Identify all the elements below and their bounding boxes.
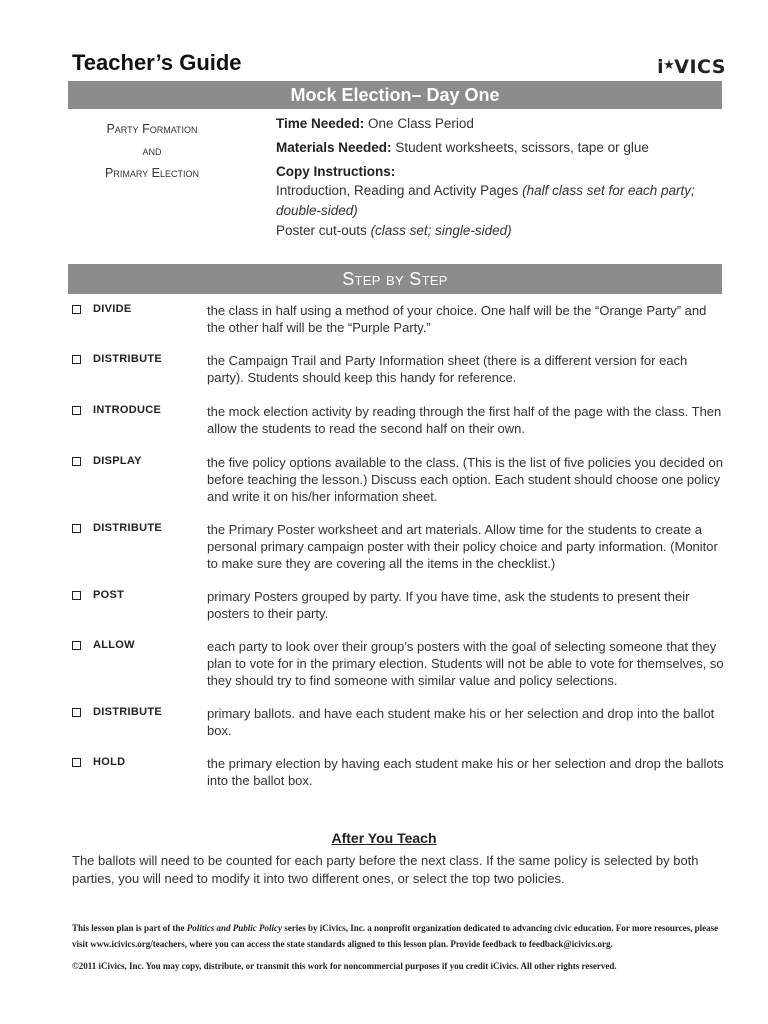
step-text: the Campaign Trail and Party Information sheet (there is a different version for each party). Students should keep this handy for reference. — [207, 353, 688, 385]
step-verb: ALLOW — [93, 639, 135, 651]
subject-line-3: Primary Election — [105, 166, 199, 180]
lesson-subject — [72, 118, 232, 184]
subject-line-2: and — [142, 144, 162, 158]
step-item — [72, 638, 726, 689]
step-text: the five policy options available to the class. (This is the list of five policies you decided on before teaching the lesson.) Discuss each option. Each student should choose one policy and write it on his/her information sheet. — [207, 455, 723, 504]
step-item — [72, 705, 726, 739]
lesson-title-bar: Mock Election– Day One — [68, 81, 722, 109]
time-needed — [276, 116, 726, 131]
step-text: primary Posters grouped by party. If you have time, ask the students to present their posters to their party. — [207, 589, 690, 621]
step-item — [72, 521, 726, 572]
footer-series-name: Politics and Public Policy — [186, 923, 283, 933]
step-by-step-bar — [68, 264, 722, 294]
step-verb: INTRODUCE — [93, 404, 162, 416]
step-verb: DIVIDE — [93, 303, 132, 315]
step-text: each party to look over their group’s posters with the goal of selecting someone that they plan to vote for in the primary election. Students will not be able to vote for themselves, so they should try to find someone with similar value and policy selections. — [207, 639, 724, 688]
icivics-logo — [657, 56, 726, 78]
step-item — [72, 588, 726, 622]
step-item — [72, 755, 726, 789]
footer-credit-pre: This lesson plan is part of the — [72, 923, 185, 933]
after-you-teach-text: The ballots will need to be counted for each party before the next class. If the same policy is selected by both parties, you will need to modify it into two different ones, or select the top two policies. — [72, 853, 699, 886]
checkbox-icon — [72, 305, 81, 314]
footer-copyright: ©2011 iCivics, Inc. You may copy, distribute, or transmit this work for noncommercial purposes if you credit iCivics. All other rights reserved. — [72, 961, 617, 971]
materials-needed — [276, 140, 726, 155]
copy-label: Copy Instructions: — [276, 164, 396, 179]
step-verb: DISTRIBUTE — [93, 522, 162, 534]
copy-line-2 — [276, 221, 726, 241]
checkbox-icon — [72, 355, 81, 364]
step-text: the Primary Poster worksheet and art materials. Allow time for the students to create a personal primary campaign poster with their policy choice and party information. (Monitor to make sure they are covering all the items in the checklist.) — [207, 522, 718, 571]
after-you-teach-heading: After You Teach — [331, 830, 437, 846]
copy-line-1-text: Introduction, Reading and Activity Pages — [276, 183, 519, 198]
page-footer — [72, 920, 726, 974]
checkbox-icon — [72, 457, 81, 466]
copy-line-1-note: (half class set for each party; double-sided) — [276, 183, 695, 218]
step-item — [72, 454, 726, 505]
checkbox-icon — [72, 524, 81, 533]
time-label: Time Needed: — [276, 116, 365, 131]
footer-credit — [72, 920, 726, 952]
copy-line-2-note: (class set; single-sided) — [370, 223, 512, 238]
step-item — [72, 352, 726, 386]
guide-title: Teacher’s Guide — [72, 50, 242, 75]
step-text: the class in half using a method of your choice. One half will be the “Orange Party” and the other half will be the “Purple Party.” — [207, 303, 707, 335]
step-verb: HOLD — [93, 756, 126, 768]
logo-text-left: i — [657, 56, 665, 78]
checkbox-icon — [72, 708, 81, 717]
step-verb: DISTRIBUTE — [93, 706, 162, 718]
checkbox-icon — [72, 641, 81, 650]
copy-line-1 — [276, 181, 726, 221]
copy-line-2-text: Poster cut-outs — [276, 223, 367, 238]
logo-text-right: VICS — [674, 56, 726, 78]
step-bar-title: Step by Step — [342, 269, 448, 289]
step-item — [72, 302, 726, 336]
time-value: One Class Period — [368, 116, 474, 131]
step-text: the mock election activity by reading through the first half of the page with the class. Then allow the students to read the second half on their own. — [207, 404, 722, 436]
checkbox-icon — [72, 591, 81, 600]
materials-value: Student worksheets, scissors, tape or glue — [395, 140, 649, 155]
checkbox-icon — [72, 406, 81, 415]
step-verb: DISPLAY — [93, 455, 142, 467]
step-text: primary ballots. and have each student make his or her selection and drop into the ballot box. — [207, 706, 715, 738]
footer-credit-post: series by iCivics, Inc. a nonprofit organization dedicated to advancing civic education. For more resources, please visit www.icivics.org/teachers, where you can access the state standards aligned to this lesson plan. Provide feedback to feedback@icivics.org. — [72, 923, 719, 949]
star-icon: ★ — [663, 58, 676, 73]
step-list — [72, 302, 726, 789]
copy-instructions — [276, 164, 726, 241]
checkbox-icon — [72, 758, 81, 767]
step-text: the primary election by having each student make his or her selection and drop the ballots into the ballot box. — [207, 756, 724, 788]
step-item — [72, 403, 726, 437]
subject-line-1: Party Formation — [106, 122, 198, 136]
step-verb: POST — [93, 589, 125, 601]
page-header — [72, 50, 726, 80]
materials-label: Materials Needed: — [276, 140, 392, 155]
step-verb: DISTRIBUTE — [93, 353, 162, 365]
lesson-info — [276, 116, 726, 250]
